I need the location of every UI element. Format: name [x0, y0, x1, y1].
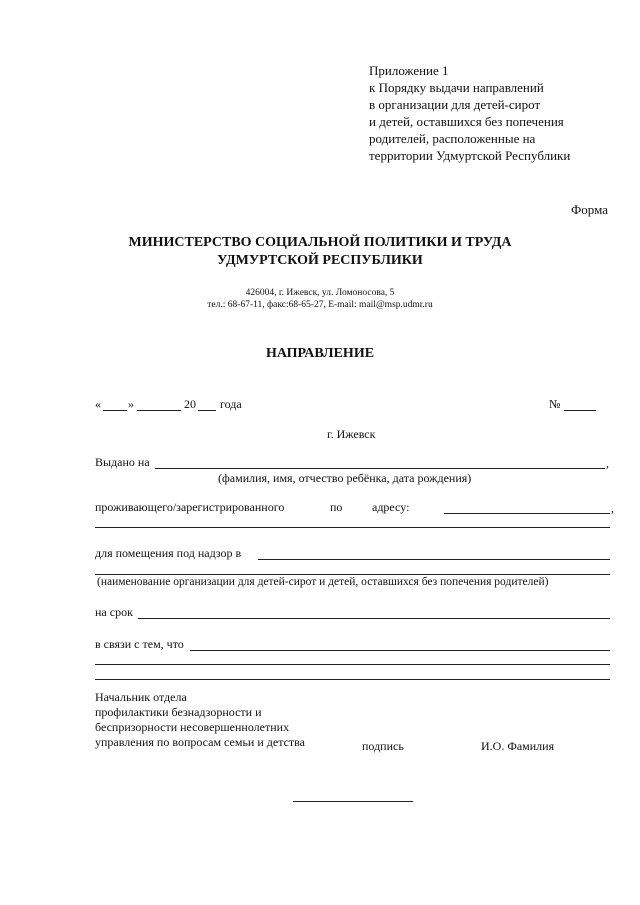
signatory-title	[95, 690, 305, 750]
document-title: НАПРАВЛЕНИЕ	[265, 346, 375, 361]
term-label: на срок	[95, 605, 133, 619]
signatory-name-label: И.О. Фамилия	[481, 739, 555, 753]
day-field[interactable]	[103, 410, 127, 411]
ministry-address: 426004, г. Ижевск, ул. Ломоносова, 5	[245, 288, 395, 298]
residence-word-2: по	[330, 500, 343, 514]
organization-caption: (наименование организации для детей-сирот и детей, оставшихся без попечения родителей)	[97, 576, 549, 588]
signature-label: подпись	[362, 739, 404, 753]
appendix-line: родителей, расположенные на	[369, 131, 536, 146]
child-info-caption: (фамилия, имя, отчество ребёнка, дата рождения)	[218, 471, 472, 485]
signature-field[interactable]	[293, 801, 413, 802]
year-suffix: года	[220, 397, 242, 411]
organization-field-line-2[interactable]	[95, 574, 610, 575]
ministry-line-2: УДМУРТСКОЙ РЕСПУБЛИКИ	[217, 253, 423, 268]
ministry-phone-email: тел.: 68-67-11, факс:68-65-27, E-mail: mail@msp.udmr.ru	[207, 300, 433, 310]
reason-field-line-2[interactable]	[95, 664, 610, 665]
issued-label: Выдано на	[95, 455, 150, 469]
appendix-line: к Порядку выдачи направлений	[369, 80, 544, 95]
month-field[interactable]	[137, 410, 181, 411]
signatory-line: профилактики безнадзорности и	[95, 705, 262, 719]
city: г. Ижевск	[327, 427, 376, 441]
reason-field[interactable]	[190, 650, 610, 651]
date-open-quote: «	[95, 397, 101, 411]
child-info-field[interactable]	[155, 468, 605, 469]
form-label: Форма	[571, 202, 608, 217]
number-label: №	[549, 397, 561, 411]
appendix-line: территории Удмуртской Республики	[369, 148, 571, 163]
address-field-line-2[interactable]	[95, 527, 610, 528]
reason-label: в связи с тем, что	[95, 637, 184, 651]
signatory-line: беспризорности несовершеннолетних	[95, 720, 290, 734]
signatory-line: Начальник отдела	[95, 690, 187, 704]
residence-word-1: проживающего/зарегистрированного	[95, 500, 285, 514]
residence-comma: ,	[611, 501, 614, 515]
ministry-line-1: МИНИСТЕРСТВО СОЦИАЛЬНОЙ ПОЛИТИКИ И ТРУДА	[128, 235, 512, 250]
ministry-contacts	[0, 287, 640, 311]
appendix-note	[369, 62, 570, 164]
appendix-line: Приложение 1	[369, 63, 449, 78]
issued-comma: ,	[606, 456, 609, 470]
organization-field[interactable]	[258, 559, 610, 560]
date-close-quote: »	[128, 397, 134, 411]
appendix-line: и детей, оставшихся без попечения	[369, 114, 564, 129]
reason-field-line-3[interactable]	[95, 679, 610, 680]
number-field[interactable]	[564, 410, 596, 411]
ministry-header	[0, 234, 640, 270]
appendix-line: в организации для детей-сирот	[369, 97, 541, 112]
signatory-line: управления по вопросам семьи и детства	[95, 735, 305, 749]
year-prefix: 20	[184, 397, 196, 411]
residence-word-3: адресу:	[372, 500, 410, 514]
term-field[interactable]	[138, 618, 610, 619]
placement-label: для помещения под надзор в	[95, 546, 242, 560]
year-field[interactable]	[198, 410, 216, 411]
address-field[interactable]	[444, 513, 610, 514]
